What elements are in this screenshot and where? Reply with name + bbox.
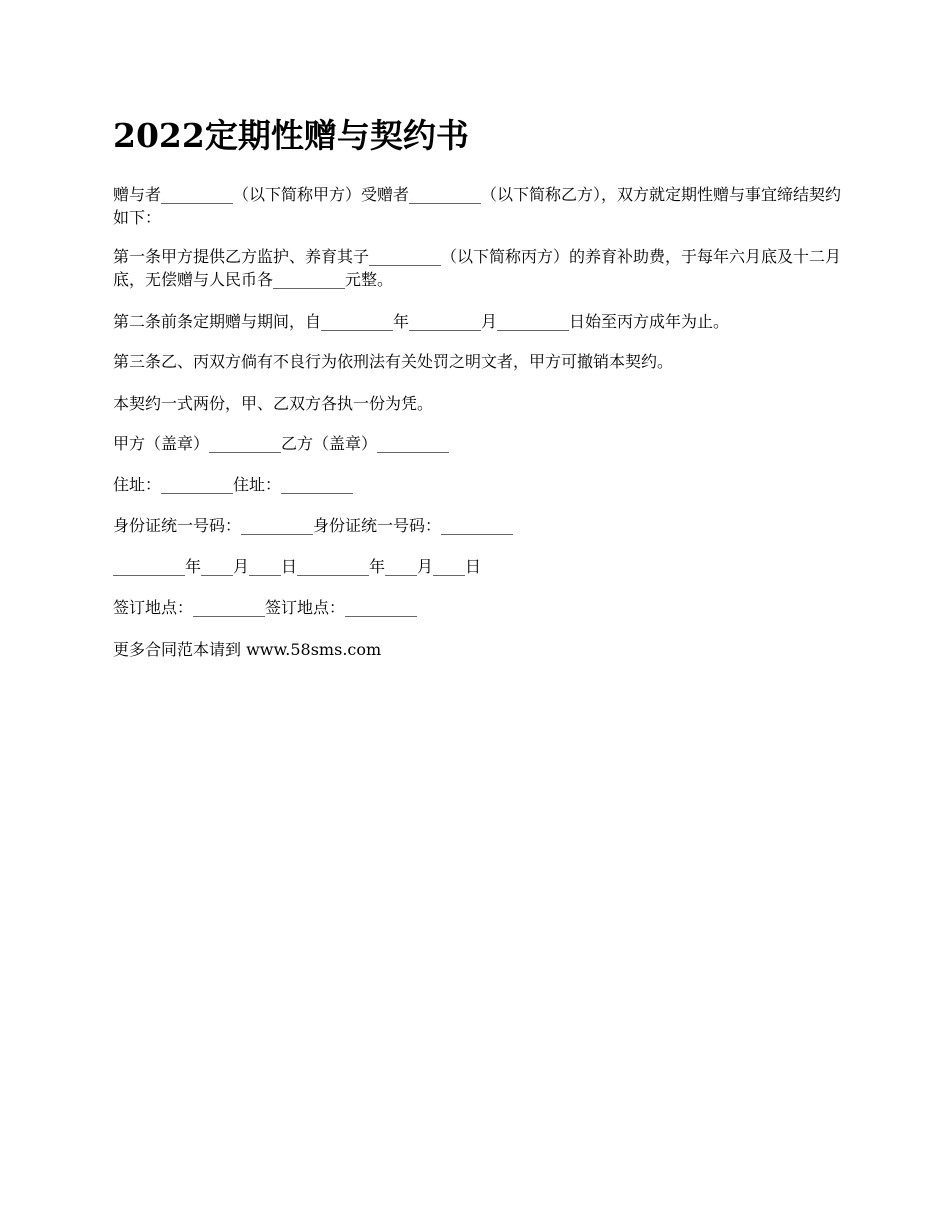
signature-line-seals: 甲方（盖章）_________乙方（盖章）_________ xyxy=(113,434,450,453)
document-title: 2022定期性赠与契约书 xyxy=(113,116,469,155)
paragraph-article-2: 第二条前条定期赠与期间，自_________年_________月_________日始至丙方成年为止。 xyxy=(113,312,730,331)
signature-line-id-number: 身份证统一号码：_________身份证统一号码：_________ xyxy=(113,516,514,535)
paragraph-article-3: 第三条乙、丙双方倘有不良行为依刑法有关处罚之明文者，甲方可撤销本契约。 xyxy=(113,352,674,371)
signature-line-date: _________年____月____日_________年____月____日 xyxy=(113,557,482,576)
signature-line-place: 签订地点：_________签订地点：_________ xyxy=(113,598,418,617)
paragraph-article-1: 第一条甲方提供乙方监护、养育其子_________（以下简称丙方）的养育补助费，于每年六月底及十二月底，无偿赠与人民币各_________元整。 xyxy=(113,247,842,289)
paragraph-parties: 赠与者_________（以下简称甲方）受赠者_________（以下简称乙方），双方就定期性赠与事宜缔结契约如下： xyxy=(113,185,842,227)
paragraph-copies: 本契约一式两份，甲、乙双方各执一份为凭。 xyxy=(113,394,434,413)
footer-more-templates: 更多合同范本请到 www.58sms.com xyxy=(113,640,382,659)
signature-line-address: 住址：_________住址：_________ xyxy=(113,475,354,494)
